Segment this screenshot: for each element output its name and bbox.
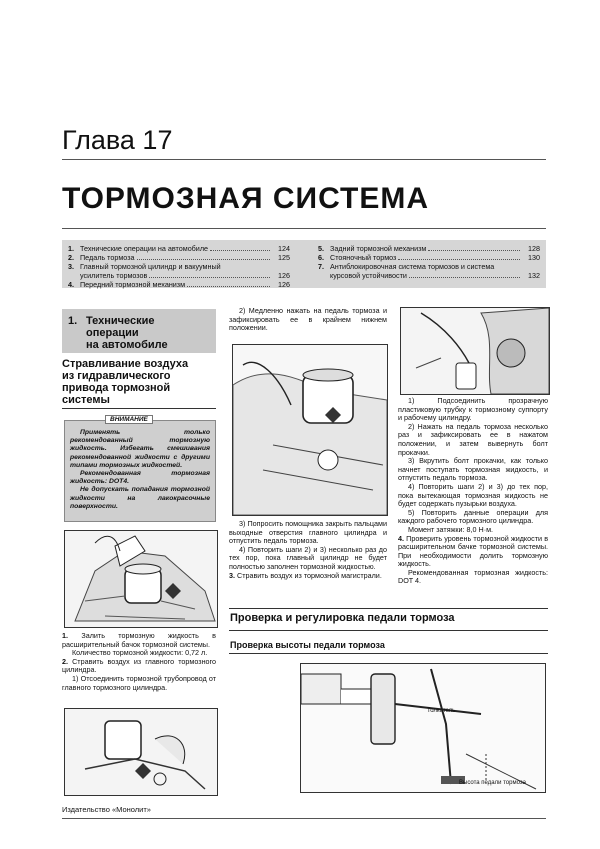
toc-item[interactable]: 4. Передний тормозной механизм 126 xyxy=(68,280,290,289)
subsection-title: Проверка высоты педали тормоза xyxy=(230,640,385,650)
toc-item[interactable]: 6. Стояночный тормоз 130 xyxy=(318,253,540,262)
step-text: 2) Нажать на педаль тормоза несколько раз и зафиксировать ее в нажатом положении, и затем вывернуть болт прокачки. xyxy=(398,421,548,457)
chapter-label: Глава 17 xyxy=(62,125,173,155)
warning-label: ВНИМАНИЕ xyxy=(105,415,153,424)
divider xyxy=(229,608,548,609)
figure-label-rod: Толкатель xyxy=(427,708,456,714)
step-text: 4) Повторить шаги 2) и 3) несколько раз до тех пор, пока главный цилиндр не будет полностью заполнен тормозной жидкостью. xyxy=(229,544,387,571)
page-title: ТОРМОЗНАЯ СИСТЕМА xyxy=(62,182,430,215)
divider xyxy=(62,408,216,409)
divider xyxy=(229,653,548,654)
bleed-tube-illustration xyxy=(400,307,550,395)
step-text: 1. Залить тормозную жидкость в расширительный бачок тормозной системы. xyxy=(62,631,217,649)
warning-text: Применять только рекомендованный тормозную жидкость. Избегать смешивания рекомендованной жидкости с другими типами тормозных жидкостей. xyxy=(70,429,210,469)
step-text: Количество тормозной жидкости: 0,72 л. xyxy=(72,648,208,658)
divider xyxy=(62,159,546,160)
divider xyxy=(62,228,546,229)
toc-item[interactable]: 5. Задний тормозной механизм 128 xyxy=(318,244,540,253)
step-text: 3) Вкрутить болт прокачки, как только начнет поступать тормозная жидкость, и отпустить педаль тормоза. xyxy=(398,456,548,483)
reservoir-fill-illustration xyxy=(64,530,218,628)
step-text: 3) Попросить помощника закрыть пальцами выходные отверстия главного цилиндра и отпустить педаль тормоза. xyxy=(229,519,387,546)
step-text: 1) Отсоединить тормозной трубопровод от главного тормозного цилиндра. xyxy=(62,673,216,692)
step-text: 5) Повторить данные операции для каждого рабочего тормозного цилиндра. xyxy=(398,507,548,526)
warning-box xyxy=(64,416,216,522)
section-title: Технические операции на автомобиле xyxy=(86,315,168,351)
toc-right xyxy=(318,244,540,280)
figure-label-height: Высота педали тормоза xyxy=(459,780,526,786)
warning-text: Рекомендованная тормозная жидкость: DOT4. xyxy=(70,470,210,486)
step-text: 2. Стравить воздух из главного тормозного цилиндра. xyxy=(62,656,217,675)
section-number: 1. xyxy=(68,315,78,327)
section-title: Проверка и регулировка педали тормоза xyxy=(230,612,455,624)
step-text: 4) Повторить шаги 2) и 3) до тех пор, пока вытекающая тормозная жидкость не будет содержать пузырьки воздуха. xyxy=(398,481,548,509)
step-text: Рекомендованная тормозная жидкость: DOT 4. xyxy=(398,567,548,586)
divider xyxy=(229,630,548,631)
step-text: 4. Проверить уровень тормозной жидкости в расширительном бачке тормозной системы. При необходимости долить тормозную жидкость. xyxy=(398,533,549,569)
step-text: 2) Медленно нажать на педаль тормоза и зафиксировать ее в крайнем нижнем положении. xyxy=(229,306,387,333)
pedal-height-diagram xyxy=(300,663,546,793)
step-text: 1) Подсоединить прозрачную пластиковую трубку к тормозному суппорту и рабочему цилиндру. xyxy=(398,396,548,423)
brake-line-illustration xyxy=(64,708,218,796)
toc-item[interactable]: 3. Главный тормозной цилиндр и вакуумный xyxy=(68,262,221,271)
toc-item[interactable]: 7. Антиблокировочная система тормозов и система xyxy=(318,262,495,271)
toc-left xyxy=(68,244,290,289)
master-cylinder-illustration xyxy=(232,344,388,516)
toc-item[interactable]: 2. Педаль тормоза 125 xyxy=(68,253,290,262)
section-heading-box xyxy=(62,309,216,353)
warning-text: Не допускать попадания тормозной жидкости на лакокрасочные поверхности. xyxy=(70,486,210,510)
divider xyxy=(62,818,546,819)
step-text: Момент затяжки: 8,0 Н·м. xyxy=(408,524,494,534)
step-text: 3. Стравить воздух из тормозной магистрали. xyxy=(229,570,382,580)
toc-item-cont[interactable]: усилитель тормозов 126 xyxy=(80,271,290,280)
footer-publisher: Издательство «Монолит» xyxy=(62,805,151,814)
toc-item[interactable]: 1. Технические операции на автомобиле 124 xyxy=(68,244,290,253)
toc-item-cont[interactable]: курсовой устойчивости 132 xyxy=(330,271,540,280)
subsection-title: Стравливание воздуха из гидравлического привода тормозной системы xyxy=(62,358,189,406)
